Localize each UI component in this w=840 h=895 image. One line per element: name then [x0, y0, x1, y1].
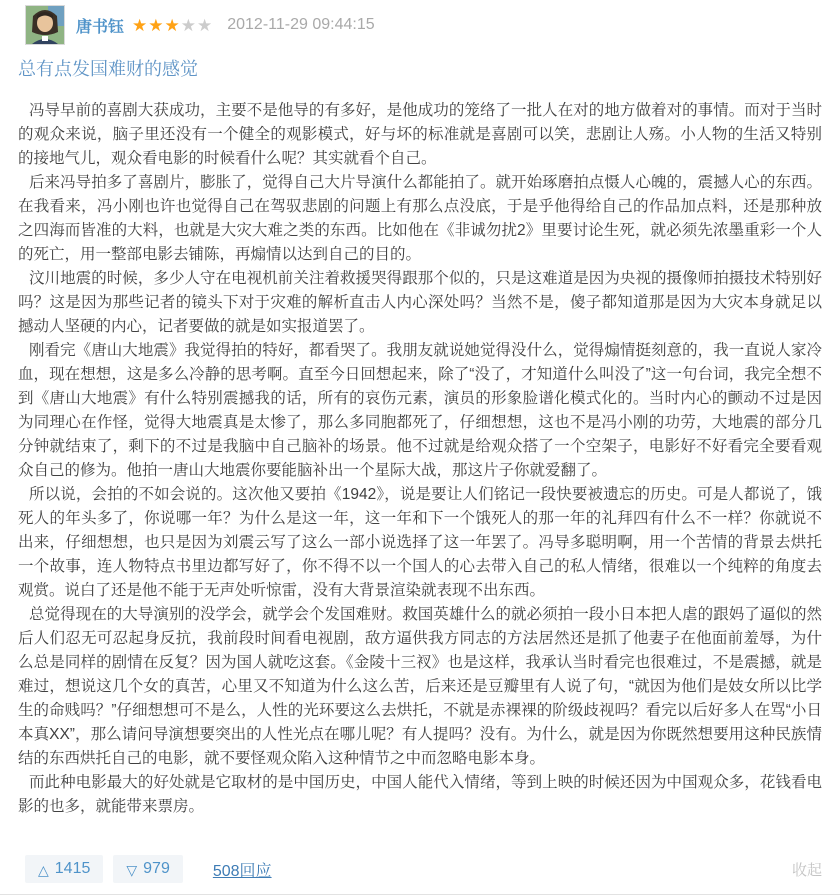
replies-link[interactable]: 508回应 — [212, 862, 272, 880]
review-footer — [25, 854, 822, 884]
user-avatar[interactable] — [25, 5, 65, 45]
review-paragraph: 汶川地震的时候，多少人守在电视机前关注着救援哭得跟那个似的，只是这难道是因为央视的摄像师拍摄技术特别好吗？这是因为那些记者的镜头下对于灾难的解析直击人内心深处吗？当然不是，傻子都知道那是因为大灾本身就足以撼动人坚硬的内心，记者要做的就是如实报道罢了。 — [18, 270, 822, 335]
star-filled-icons: ★★★ — [132, 15, 181, 35]
downvote-button[interactable] — [113, 855, 182, 883]
downvote-count: 979 — [143, 860, 170, 877]
review-paragraph: 刚看完《唐山大地震》我觉得拍的特好，都看哭了。我朋友就说她觉得没什么，觉得煽情挺刻意的，我一直说人家冷血，现在想想，这是多么冷静的思考啊。直至今日回想起来，除了“没了，才知道什么叫没了”这一句台词，我完全想不到《唐山大地震》有什么特别震撼我的话，所有的哀伤元素，演员的形象脸谱化模式化的。当时内心的颤动不过是因为同理心在作怪，觉得大地震真是太惨了，那么多同胞都死了，仔细想想，这也不是冯小刚的功劳，大地震的部分几分钟就结束了，剩下的不过是我脑中自己脑补的场景。他不过就是给观众搭了一个空架子，电影好不好看完全要看观众自己的修为。他拍一唐山大地震你要能脑补出一个星际大战，那这片子你就爱翻了。 — [18, 342, 822, 479]
upvote-triangle-icon: △ — [38, 862, 49, 878]
collapse-button[interactable]: 收起 — [791, 862, 822, 879]
review-paragraph: 所以说，会拍的不如会说的。这次他又要拍《1942》，说是要让人们铭记一段快要被遗忘的历史。可是人都说了，饿死人的年头多了，你说哪一年？为什么是这一年，这一年和下一个饿死人的那一年的礼拜四有什么不一样？你就说不出来，仔细想想，也只是因为刘震云写了这么一部小说选择了这一年罢了。冯导多聪明啊，用一个苦情的背景去烘托一个故事，连人物特点书里边都写好了，你不得不以一个国人的心去带入自己的私人情绪，很难以一个纯粹的角度去观赏。说白了还是他不能于无声处听惊雷，没有大背景渲染就表现不出东西。 — [18, 486, 822, 599]
review-title[interactable]: 总有点发国难财的感觉 — [18, 59, 198, 79]
star-empty-icons: ★★ — [180, 15, 214, 35]
downvote-triangle-icon: ▽ — [126, 862, 138, 878]
star-rating — [132, 17, 213, 34]
review-paragraph: 而此种电影最大的好处就是它取材的是中国历史，中国人能代入情绪，等到上映的时候还因为中国观众多，花钱看电影的也多，就能带来票房。 — [18, 774, 822, 815]
review-header — [0, 0, 840, 47]
upvote-count: 1415 — [54, 860, 91, 877]
post-timestamp: 2012-11-29 09:44:15 — [227, 16, 375, 33]
username-link[interactable]: 唐书钰 — [76, 18, 125, 36]
avatar-image — [26, 6, 64, 44]
review-paragraph: 冯导早前的喜剧大获成功，主要不是他导的有多好，是他成功的笼络了一批人在对的地方做着对的事情。而对于当时的观众来说，脑子里还没有一个健全的观影模式，好与坏的标准就是喜剧可以笑，悲剧让人殇。小人物的生活又特别的接地气儿，观众看电影的时候看什么呢？其实就看个自己。 — [18, 102, 822, 167]
review-paragraph: 总觉得现在的大导演别的没学会，就学会个发国难财。救国英雄什么的就必须拍一段小日本把人虐的跟妈了逼似的然后人们忍无可忍起身反抗，我前段时间看电视剧，敌方逼供我方同志的方法居然还是抓了他妻子在他面前羞辱，为什么总是同样的剧情在反复？因为国人就吃这套。《金陵十三衩》也是这样，我承认当时看完也很难过，不是震撼，就是难过，想说这几个女的真苦，心里又不知道为什么这么苦，后来还是豆瓣里有人说了句，“就因为他们是妓女所以比学生的命贱吗？”仔细想想可不是么，人性的光环要这么去烘托，不就是赤裸裸的阶级歧视吗？看完以后好多人在骂“小日本真XX”，那么请问导演想要突出的人性光点在哪儿呢？有人提吗？没有。为什么，就是因为你既然想要用这种民族情结的东西烘托自己的电影，就不要怪观众陷入这种情节之中而忽略电影本身。 — [18, 606, 822, 767]
review-body — [0, 99, 840, 819]
upvote-button[interactable] — [25, 855, 103, 883]
review-paragraph: 后来冯导拍多了喜剧片，膨胀了，觉得自己大片导演什么都能拍了。就开始琢磨拍点慑人心魄的，震撼人心的东西。在我看来，冯小刚也许也觉得自己在驾驭悲剧的问题上有那么点没底，于是乎他得给自己的作品加点料，还是那种放之四海而皆准的大料，也就是大灾大难之类的东西。比如他在《非诚勿扰2》里要讨论生死，就必须先浓墨重彩一个人的死亡，用一整部电影去铺陈，再煽情以达到自己的目的。 — [18, 174, 822, 263]
